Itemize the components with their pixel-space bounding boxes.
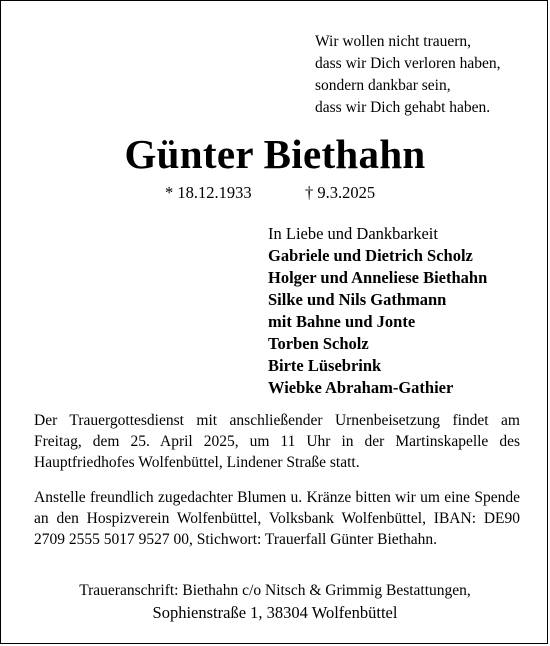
birth-date: * 18.12.1933 <box>165 183 252 202</box>
mourners-intro: In Liebe und Dankbarkeit <box>268 224 438 243</box>
funeral-service-text: Der Trauergottesdienst mit anschließender Urnenbeisetzung findet am Freitag, dem 25. April 2025, um 11 Uhr in der Martinskapelle des Hauptfriedhofes Wolfenbüttel, Lindener Straße statt. <box>34 412 520 471</box>
mourner-name: Silke und Nils Gathmann <box>268 290 447 309</box>
mourner-name: Gabriele und Dietrich Scholz <box>268 246 473 265</box>
deceased-name: Günter Biethahn <box>124 131 426 177</box>
poem-line: dass wir Dich verloren haben, <box>315 55 501 72</box>
poem-line: Wir wollen nicht trauern, <box>315 33 472 50</box>
mourner-name: Birte Lüsebrink <box>268 356 382 375</box>
poem-line: dass wir Dich gehabt haben. <box>315 99 491 116</box>
mourning-address-line: Traueranschrift: Biethahn c/o Nitsch & Grimmig Bestattungen, <box>79 582 471 599</box>
mourners-list <box>268 223 487 399</box>
donation-request-text: Anstelle freundlich zugedachter Blumen u. Kränze bitten wir um eine Spende an den Hospizverein Wolfenbüttel, Volksbank Wolfenbüttel, IBAN: DE90 2709 2555 5017 9527 00, Stichwort: Trauerfall Günter Biethahn. <box>34 489 520 548</box>
memorial-poem <box>315 31 501 119</box>
mourner-name: Torben Scholz <box>268 334 369 353</box>
mourning-address-street: Sophienstraße 1, 38304 Wolfenbüttel <box>152 603 398 622</box>
mourner-name: Holger und Anneliese Biethahn <box>268 268 488 287</box>
death-date: † 9.3.2025 <box>305 183 376 202</box>
mourner-name: Wiebke Abraham-Gathier <box>268 378 454 397</box>
mourner-name: mit Bahne und Jonte <box>268 312 416 331</box>
poem-line: sondern dankbar sein, <box>315 77 451 94</box>
